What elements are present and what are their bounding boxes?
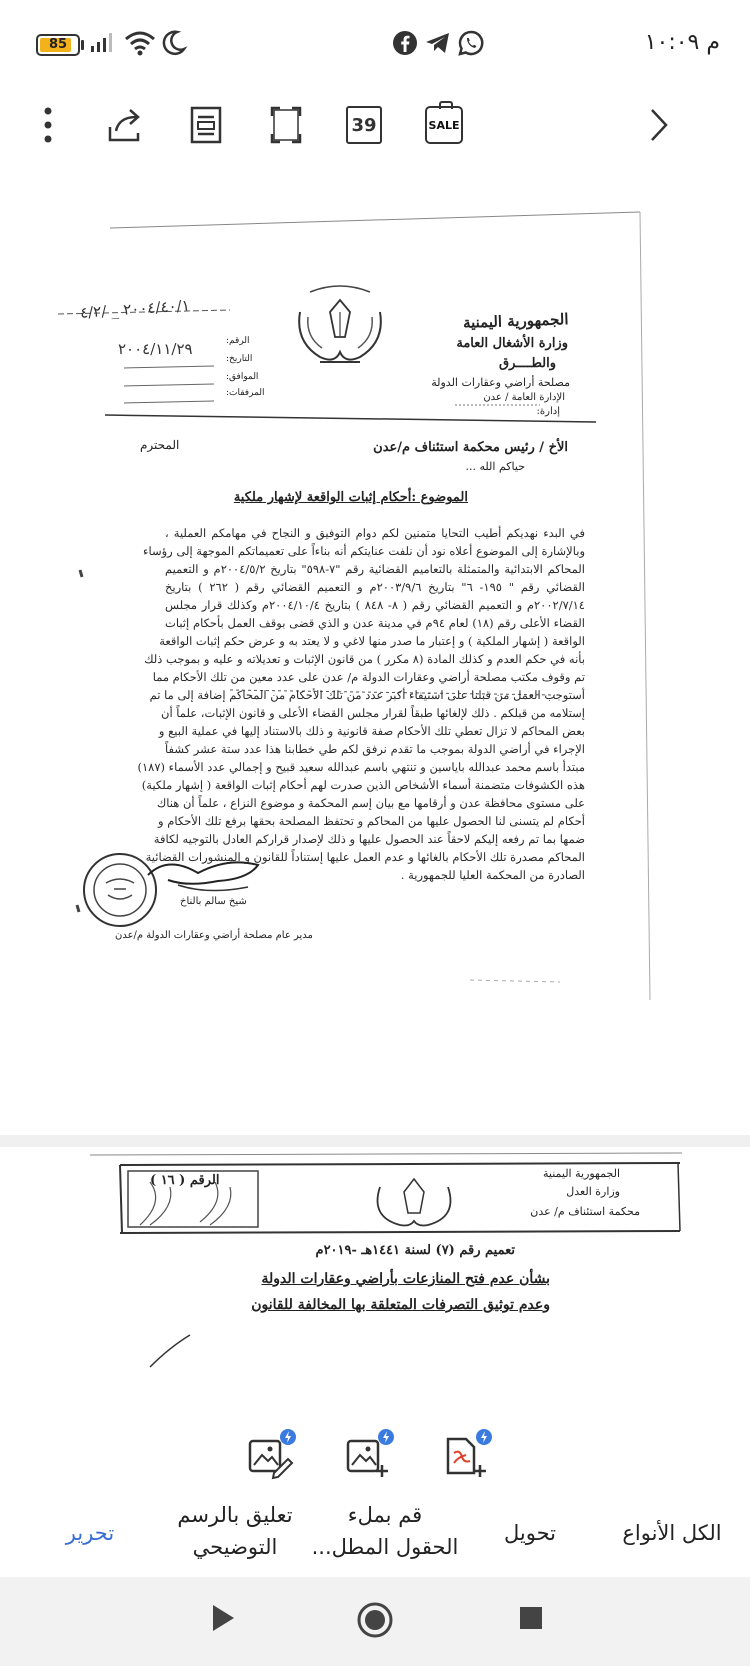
battery-level: 85 — [48, 37, 68, 52]
share-icon — [106, 107, 146, 143]
letter-subject: الموضوع :أحكام إثبات الواقعة لإشهار ملكية — [233, 490, 468, 505]
convert-tool[interactable] — [440, 1427, 490, 1477]
record-icon[interactable] — [356, 1601, 394, 1639]
wifi-icon — [124, 30, 156, 56]
facebook-icon — [392, 30, 418, 56]
convert-label[interactable]: تحويل — [504, 1521, 556, 1545]
handwritten-reference: ۲۰۰٤/٤٠/١ _ /٤/٢ — [79, 296, 191, 322]
body-line-8: بأنه في حكم العدم و كذلك المادة (٨ مكرر ) من قانون الإثبات و تعديلاته و عليه و بموجب ذلك — [144, 652, 585, 666]
letterhead-authority: مصلحة أراضي وعقارات الدولة — [431, 376, 570, 389]
add-image-icon — [342, 1427, 398, 1483]
body-line-19: المحاكم مصدرة تلك الأحكام بالغائها و عدم العمل عليها إستناداً للقانون و المنشورات القضائية — [145, 850, 585, 864]
play-icon[interactable] — [210, 1603, 236, 1633]
document-toolbar — [0, 90, 750, 160]
battery-tip — [81, 40, 84, 50]
letterhead-attachments-label: المرفقات: — [226, 388, 265, 398]
system-nav-bar — [0, 1577, 750, 1666]
handwritten-date: ٢٠٠٤/١١/٢٩ — [118, 340, 193, 358]
letterhead-number-label: الرقم: — [226, 336, 250, 346]
more-options-button[interactable] — [30, 90, 66, 160]
status-clock: م ١٠:٠٩ — [644, 30, 720, 55]
body-line-3: المحاكم الابتدائية والمتمثلة بالتعاميم القضائية رقم "٧-٥٩٨" بتاريخ ٢٠٠٤/٥/٢م و التعميم — [165, 562, 585, 576]
fill-fields-tool[interactable] — [342, 1427, 392, 1477]
moon-icon — [162, 30, 186, 56]
next-button[interactable] — [644, 90, 674, 160]
pdf-add-icon — [440, 1427, 496, 1483]
body-line-18: ضمها بما تم رفعه إليكم لاحقاً عند الحصول عليها و ذلك لإصدار قراركم العادل بالتوجيه لكافة — [153, 832, 585, 846]
bottom-tools-panel — [0, 1417, 750, 1577]
page2-subject-2: وعدم توثيق التصرفات المتعلقة بها المخالفة للقانون — [251, 1297, 550, 1313]
status-bar — [0, 0, 750, 90]
more-vert-icon — [44, 107, 52, 143]
document-page-1[interactable] — [0, 160, 750, 1135]
edit-label[interactable]: تحرير — [65, 1521, 115, 1545]
body-line-14: مبتدأ باسم محمد عبدالله باياسين و تنتهي باسم عبدالله سعيد قبيح و إجمالي عدد الأسماء (١٨٧) — [137, 760, 585, 774]
annotate-label-1[interactable]: تعليق بالرسم — [177, 1503, 293, 1527]
annotate-drawing-tool[interactable] — [244, 1427, 294, 1477]
signature-name: شيخ سالم بالناخ — [180, 896, 247, 907]
letter-addressee: الأخ / رئيس محكمة استئناف م/عدن — [373, 440, 568, 455]
body-line-1: في البدء نهديكم أطيب التحايا متمنين لكم دوام التوفيق و النجاح في مهامكم العملية ، — [165, 526, 585, 540]
page-count: 39 — [346, 106, 382, 144]
edit-image-icon — [244, 1427, 300, 1483]
body-line-10: أستوجب العمل من قبلنا على استيفاء أكبر عدد من تلك الأحكام من المحاكم إضافة إلى ما تم — [149, 688, 585, 702]
letterhead-ministry: وزارة الأشغال العامة — [456, 336, 568, 351]
battery-icon — [36, 34, 80, 56]
body-line-11: إستلامه من قبلكم . ذلك لإلغائها طبقاً لقرار مجلس القضاء الأعلى و قانون الإثبات، علماً أن — [161, 706, 585, 720]
body-line-5: ٢٠٠٢/٧/١٤م و التعميم القضائي رقم ( ٨- ٨٤٨ ) بتاريخ ٢٠٠٤/١٠/٤م وكذلك قرار مجلس — [165, 598, 585, 612]
stop-icon[interactable] — [518, 1605, 544, 1631]
page-count-button[interactable] — [344, 90, 384, 160]
share-button[interactable] — [104, 90, 148, 160]
letterhead-admin: الإدارة العامة / عدن — [483, 392, 565, 403]
page2-subject-1: بشأن عدم فتح المنازعات بأراضي وعقارات الدولة — [261, 1271, 550, 1287]
body-line-12: بعض المحاكم لا تزال تعطي تلك الأحكام صفة قانونية و ذلك بالاستناد إليها في عملية البيع و — [158, 724, 585, 738]
body-line-13: الإجراء في أراضي الدولة بموجب ما تقدم نرفق لكم طي خطابنا هذا عدد ستة عشر كشفاً — [165, 742, 585, 756]
body-line-17: أحكام لم يتسنى لنا الحصول عليها من المحاكم و تحتفظ المصلحة بحقها برفع تلك الأحكام و — [158, 814, 585, 828]
page2-court: محكمة استئناف م/ عدن — [530, 1205, 640, 1218]
fill-fields-label-1[interactable]: قم بملء — [347, 1503, 423, 1527]
letter-respected: المحترم — [140, 438, 180, 452]
document-page-2[interactable] — [0, 1147, 750, 1417]
signature-stamp — [78, 845, 278, 935]
telegram-icon — [424, 30, 452, 56]
fill-fields-label-2[interactable]: الحقول المطل... — [311, 1535, 459, 1559]
signal-icon — [90, 30, 116, 54]
signature-title: مدير عام مصلحة أراضي وعقارات الدولة م/عدن — [115, 930, 313, 941]
whatsapp-icon — [458, 30, 484, 56]
body-line-7: الواقعة ( إشهار الملكية ) و إعتبار ما صدر منها لاغي و لا يعتد به و عرض حكم إثبات الواقعة — [159, 634, 585, 648]
page2-republic: الجمهورية اليمنية — [542, 1167, 620, 1180]
letterhead-department: إدارة: — [536, 406, 560, 417]
body-line-6: القضاء الأعلى رقم (١٨) لعام ٩٤م في مدينة عدن و الذي قضى بوقف العمل بأحكام إثبات — [165, 616, 585, 630]
crop-icon — [270, 106, 302, 144]
chevron-right-icon — [650, 108, 668, 142]
letter-greeting: حياكم الله ... — [465, 460, 525, 473]
sale-icon: SALE — [425, 106, 463, 144]
annotate-label-2[interactable]: التوضيحي — [192, 1535, 278, 1559]
letterhead-republic: الجمهورية اليمنية — [462, 310, 569, 332]
body-line-9: تم وقوف مكتب مصلحة أراضي وعقارات الدولة م/ عدن على عدد معين من تلك الأحكام مما — [152, 670, 585, 684]
body-line-15: هذه الكشوفات متضمنة أسماء الأشخاص الذين صدرت لهم أحكام إثبات الواقعة ( إشهار ملكية) — [141, 778, 585, 792]
letterhead-corresponding-label: الموافق: — [226, 372, 259, 382]
body-line-20: الصادرة من المحكمة العليا للجمهورية . — [400, 868, 585, 882]
sale-button[interactable] — [422, 90, 466, 160]
page2-number: الرقم ( ١٦ ) — [150, 1173, 220, 1188]
page-separator — [0, 1135, 750, 1147]
body-line-2: وبالإشارة إلى الموضوع أعلاه نود أن نلفت عنايتكم أنه بناءاً على تعميماتكم الموجهة إلى رؤساء — [143, 544, 585, 558]
letterhead-date-label: التاريخ: — [226, 354, 253, 364]
yemen-emblem-icon — [290, 282, 390, 372]
all-types-label[interactable]: الكل الأنواع — [622, 1521, 722, 1545]
reading-mode-icon — [190, 106, 222, 144]
letterhead-roads: والطــــرق — [498, 356, 556, 371]
body-line-4: القضائي رقم " ١٩٥- ٦" بتاريخ ٢٠٠٣/٩/٦م و التعميم القضائي رقم ( ٢٦٢ ) بتاريخ — [165, 580, 586, 594]
body-line-16: على مستوى محافظة عدن و أرقامها مع بيان إسم المحكمة و موضوع النزاع ، علماً أن هناك — [156, 796, 585, 810]
reading-mode-button[interactable] — [186, 90, 226, 160]
page2-ministry: وزارة العدل — [566, 1185, 620, 1198]
page2-circular: تعميم رقم (٧) لسنة ١٤٤١هـ -٢٠١٩م — [315, 1243, 515, 1258]
crop-button[interactable] — [266, 90, 306, 160]
